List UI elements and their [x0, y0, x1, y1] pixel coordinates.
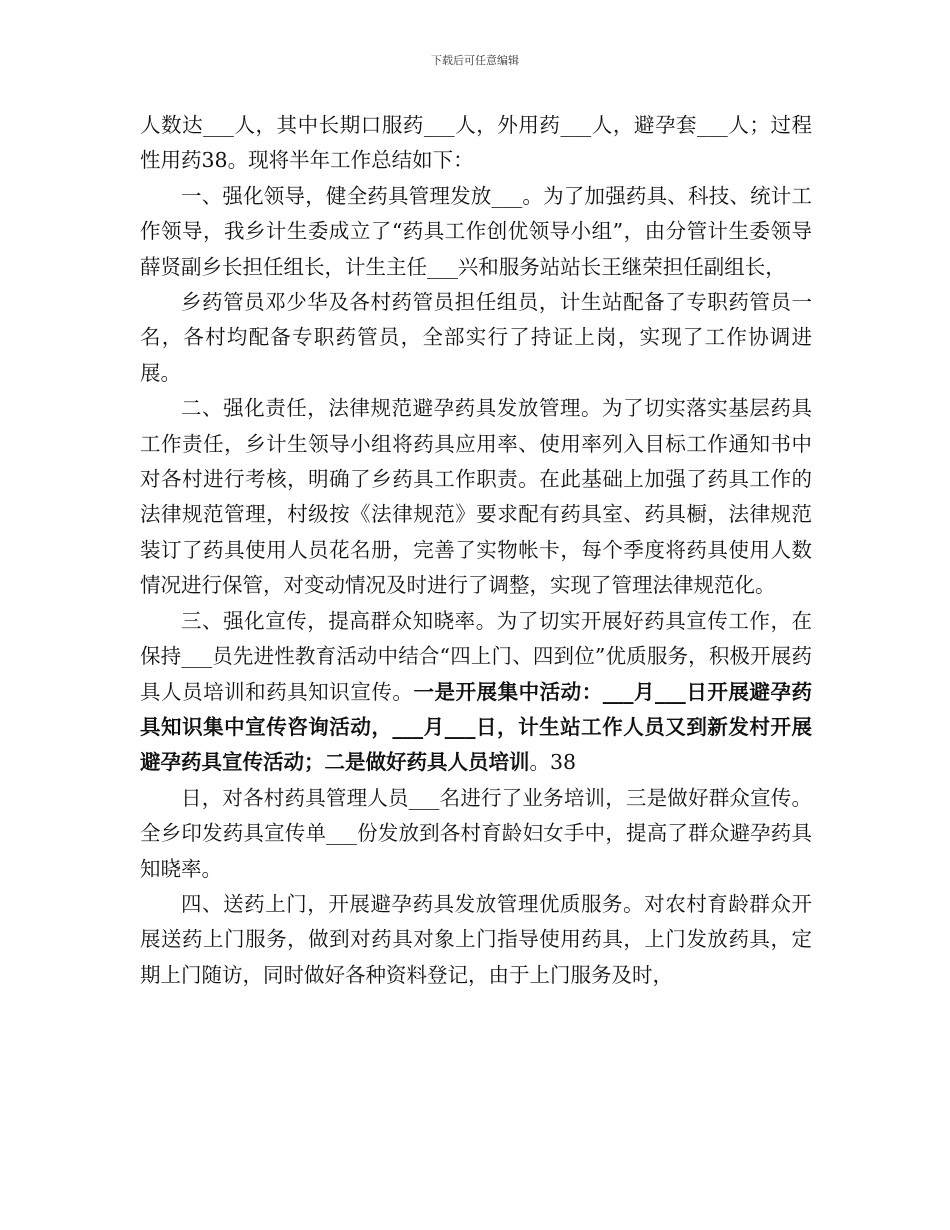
paragraph-intro: 人数达___人，其中长期口服药___人，外用药___人，避孕套___人；过程性用药38。现将半年工作总结如下： [140, 113, 812, 173]
paragraph-section-4: 四、送药上门，开展避孕药具发放管理优质服务。对农村育龄群众开展送药上门服务，做到对药具对象上门指导使用药具，上门发放药具，定期上门随访，同时做好各种资料登记，由于上门服务及时， [140, 891, 812, 987]
section-3-text: 三、强化宣传，提高群众知晓率。为了切实开展好药具宣传工作，在保持___员先进性教育活动中结合“四上门、四到位”优质服务，积极开展药具人员培训和药具知识宣传。 [140, 608, 812, 704]
paragraph-section-1: 一、强化领导，健全药具管理发放___。为了加强药具、科技、统计工作领导，我乡计生委成立了“药具工作创优领导小组”，由分管计生委领导薛贤副乡长担任组长，计生主任___兴和服务站站长王继荣担任副组长， [140, 183, 812, 279]
document-body [140, 108, 812, 993]
section-3-tail-text: 。38 [529, 750, 577, 775]
paragraph-section-3 [140, 604, 812, 781]
section-3-bold-text: 一是开展集中活动：___月___日开展避孕药具知识集中宣传咨询活动，___月___日，计生站工作人员又到新发村开展避孕药具宣传活动；二是做好药具人员培训 [140, 679, 813, 775]
page-header: 下载后可任意编辑 [431, 54, 519, 67]
paragraph-section-3-cont: 日，对各村药具管理人员___名进行了业务培训，三是做好群众宣传。全乡印发药具宣传单___份发放到各村育龄妇女手中，提高了群众避孕药具知晓率。 [140, 785, 812, 881]
paragraph-section-1-cont: 乡药管员邓少华及各村药管员担任组员，计生站配备了专职药管员一名，各村均配备专职药管员，全部实行了持证上岗，实现了工作协调进展。 [140, 290, 812, 385]
paragraph-section-2: 二、强化责任，法律规范避孕药具发放管理。为了切实落实基层药具工作责任，乡计生领导小组将药具应用率、使用率列入目标工作通知书中对各村进行考核，明确了乡药具工作职责。在此基础上加强了药具工作的法律规范管理，村级按《法律规范》要求配有药具室、药具橱，法律规范装订了药具使用人员花名册，完善了实物帐卡，每个季度将药具使用人数情况进行保管，对变动情况及时进行了调整，实现了管理法律规范化。 [140, 396, 812, 598]
